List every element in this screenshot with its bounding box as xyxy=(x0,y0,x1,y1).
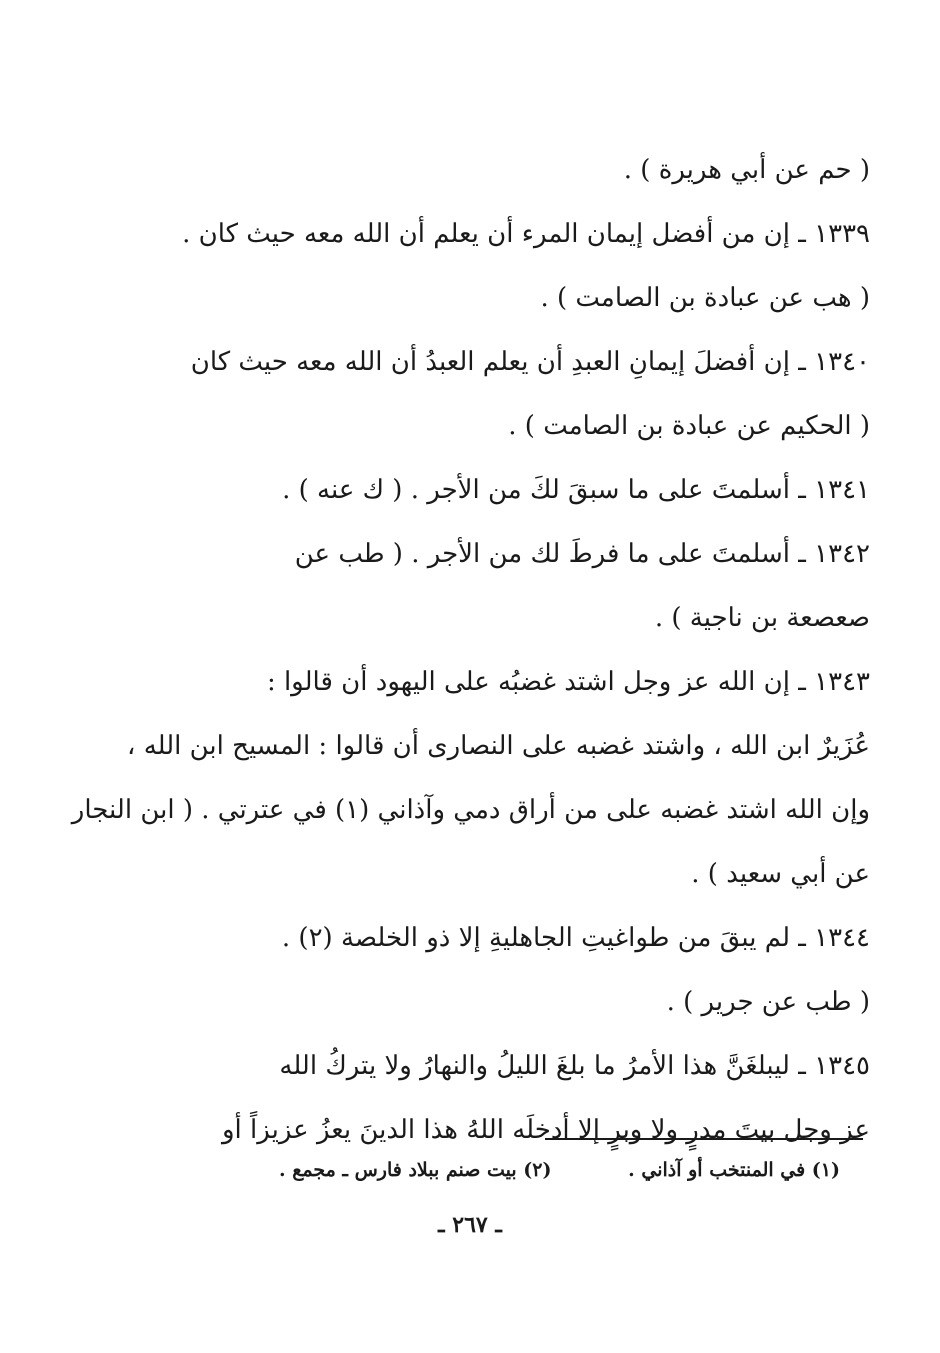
text-line: عز وجل بيتَ مدرٍ ولا وبرٍ إلا أدخلَه اللهُ هذا الدينَ يعزُ عزيزاً أو xyxy=(221,1115,870,1145)
text-line: عُزَيرٌ ابن الله ، واشتد غضبه على النصارى أن قالوا : المسيح ابن الله ، xyxy=(127,731,870,761)
text-line: ( هب عن عبادة بن الصامت ) . xyxy=(540,283,870,313)
hadith-1342: ١٣٤٢ ـ أسلمتَ على ما فرطَ لك من الأجر . ( طب عن xyxy=(294,539,870,569)
footnote-1: (١) في المنتخب أو آذاني . xyxy=(628,1159,840,1181)
footnote-2: (٢) بيت صنم ببلاد فارس ـ مجمع . xyxy=(279,1159,552,1181)
hadith-1340: ١٣٤٠ ـ إن أفضلَ إيمانِ العبدِ أن يعلم العبدُ أن الله معه حيث كان xyxy=(190,347,870,377)
hadith-1344: ١٣٤٤ ـ لم يبقَ من طواغيتِ الجاهليةِ إلا ذو الخلصة (٢) . xyxy=(281,923,870,953)
text-line: ( الحكيم عن عبادة بن الصامت ) . xyxy=(508,411,870,441)
hadith-1343: ١٣٤٣ ـ إن الله عز وجل اشتد غضبُه على اليهود أن قالوا : xyxy=(266,667,870,697)
text-line: عن أبي سعيد ) . xyxy=(691,859,870,889)
text-line: ( طب عن جرير ) . xyxy=(666,987,870,1017)
hadith-1341: ١٣٤١ ـ أسلمتَ على ما سبقَ لكَ من الأجر . ( ك عنه ) . xyxy=(282,475,870,505)
hadith-1345: ١٣٤٥ ـ ليبلغَنَّ هذا الأمرُ ما بلغَ الليلُ والنهارُ ولا يتركُ الله xyxy=(279,1051,870,1081)
footnotes xyxy=(200,1150,840,1190)
text-line: وإن الله اشتد غضبه على من أراق دمي وآذاني (١) في عترتي . ( ابن النجار xyxy=(71,795,870,825)
footnote-divider xyxy=(545,1138,863,1140)
page-number: ـ ٢٦٧ ـ xyxy=(438,1212,502,1238)
text-line: صعصعة بن ناجية ) . xyxy=(654,603,870,633)
text-line: ( حم عن أبي هريرة ) . xyxy=(623,155,870,185)
hadith-1339: ١٣٣٩ ـ إن من أفضل إيمان المرء أن يعلم أن الله معه حيث كان . xyxy=(182,219,870,249)
